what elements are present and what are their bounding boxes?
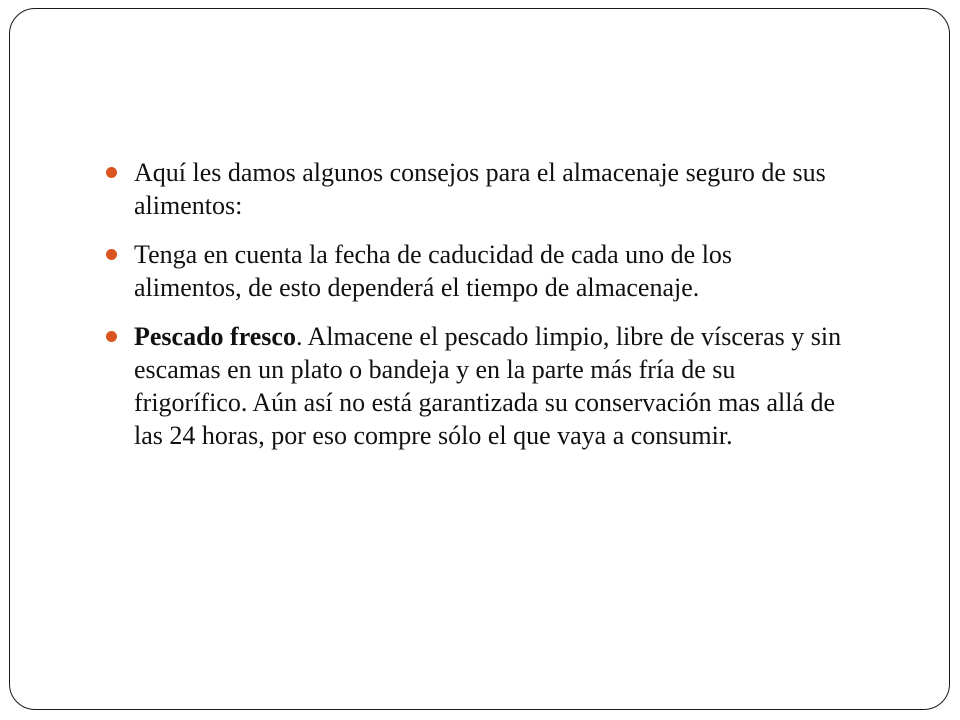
bullet-text-1: Aquí les damos algunos consejos para el almacenaje seguro de sus alimentos: <box>134 158 826 220</box>
bullet-dot-icon <box>106 167 117 178</box>
bullet-item-3 <box>106 320 846 452</box>
bullet-lead-3: Pescado fresco <box>134 322 296 351</box>
bullet-dot-icon <box>106 249 117 260</box>
bullet-text-2: Tenga en cuenta la fecha de caducidad de cada uno de los alimentos, de esto dependerá el tiempo de almacenaje. <box>134 240 733 302</box>
bullet-item-1 <box>106 156 846 222</box>
bullet-dot-icon <box>106 331 117 342</box>
bullet-list <box>106 156 846 468</box>
bullet-text-3: . Almacene el pescado limpio, libre de vísceras y sin escamas en un plato o bandeja y en la parte más fría de su frigorífico. Aún así no está garantizada su conservación mas allá de las 24 horas, por eso compre sólo el que vaya a consumir. <box>134 322 842 450</box>
bullet-item-2 <box>106 238 846 304</box>
